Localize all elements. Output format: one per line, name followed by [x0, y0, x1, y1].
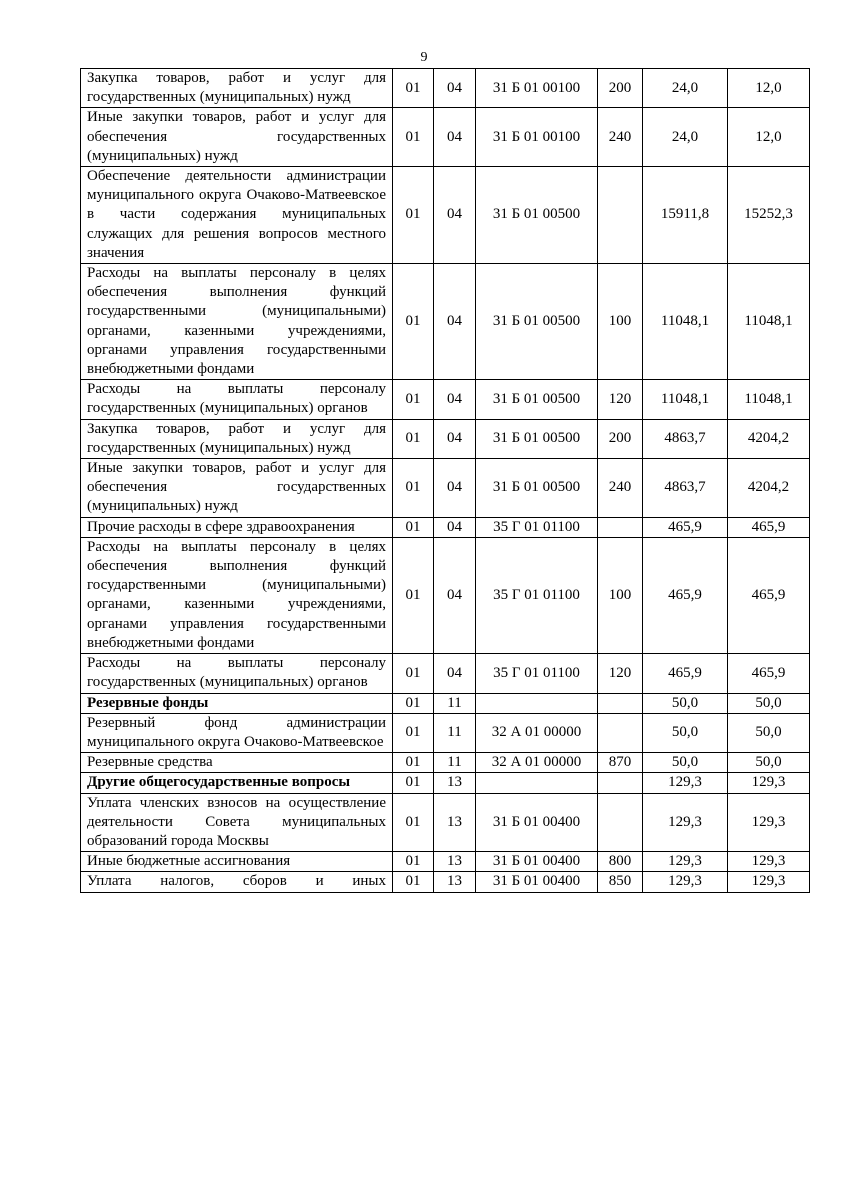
- amount-year-2-cell: 11048,1: [728, 264, 810, 380]
- target-article-cell: 31 Б 01 00400: [476, 852, 598, 872]
- amount-year-2-cell: 50,0: [728, 753, 810, 773]
- target-article-cell: 35 Г 01 01100: [476, 537, 598, 653]
- table-row: [81, 108, 810, 167]
- amount-year-1-cell: 4863,7: [643, 419, 728, 458]
- subsection-code-cell: 13: [434, 852, 476, 872]
- expense-name-cell: Расходы на выплаты персоналу государственных (муниципальных) органов: [81, 380, 393, 419]
- section-code-cell: 01: [393, 517, 434, 537]
- target-article-cell: 31 Б 01 00500: [476, 380, 598, 419]
- table-row: [81, 537, 810, 653]
- amount-year-1-cell: 129,3: [643, 773, 728, 793]
- table-row: [81, 419, 810, 458]
- subsection-code-cell: 13: [434, 773, 476, 793]
- subsection-code-cell: 13: [434, 793, 476, 852]
- expense-name-cell: Резервные средства: [81, 753, 393, 773]
- section-code-cell: 01: [393, 537, 434, 653]
- amount-year-2-cell: 129,3: [728, 773, 810, 793]
- section-code-cell: 01: [393, 264, 434, 380]
- table-row: [81, 713, 810, 752]
- expense-name-cell: Иные закупки товаров, работ и услуг для обеспечения государственных (муниципальных) нужд: [81, 108, 393, 167]
- target-article-cell: 31 Б 01 00500: [476, 419, 598, 458]
- amount-year-1-cell: 465,9: [643, 537, 728, 653]
- expense-type-cell: [598, 713, 643, 752]
- expense-type-cell: 200: [598, 419, 643, 458]
- subsection-code-cell: 11: [434, 713, 476, 752]
- target-article-cell: 31 Б 01 00500: [476, 167, 598, 264]
- amount-year-2-cell: 465,9: [728, 517, 810, 537]
- subsection-code-cell: 13: [434, 872, 476, 892]
- amount-year-1-cell: 129,3: [643, 793, 728, 852]
- subsection-code-cell: 04: [434, 537, 476, 653]
- expense-type-cell: [598, 693, 643, 713]
- amount-year-2-cell: 4204,2: [728, 419, 810, 458]
- section-code-cell: 01: [393, 654, 434, 693]
- target-article-cell: 31 Б 01 00500: [476, 459, 598, 518]
- amount-year-2-cell: 129,3: [728, 852, 810, 872]
- subsection-code-cell: 04: [434, 654, 476, 693]
- table-row: [81, 380, 810, 419]
- expense-type-cell: 120: [598, 380, 643, 419]
- expense-name-cell: Резервный фонд администрации муниципального округа Очаково-Матвеевское: [81, 713, 393, 752]
- expense-name-cell: Резервные фонды: [81, 693, 393, 713]
- table-row: [81, 793, 810, 852]
- table-row: [81, 654, 810, 693]
- expense-name-cell: Иные закупки товаров, работ и услуг для обеспечения государственных (муниципальных) нужд: [81, 459, 393, 518]
- budget-table: [80, 68, 810, 893]
- subsection-code-cell: 04: [434, 264, 476, 380]
- amount-year-2-cell: 50,0: [728, 693, 810, 713]
- expense-type-cell: 120: [598, 654, 643, 693]
- subsection-code-cell: 04: [434, 380, 476, 419]
- expense-name-cell: Уплата членских взносов на осуществление деятельности Совета муниципальных образований города Москвы: [81, 793, 393, 852]
- section-code-cell: 01: [393, 459, 434, 518]
- section-code-cell: 01: [393, 713, 434, 752]
- expense-type-cell: [598, 517, 643, 537]
- expense-type-cell: 100: [598, 537, 643, 653]
- table-row: [81, 693, 810, 713]
- amount-year-1-cell: 24,0: [643, 69, 728, 108]
- amount-year-2-cell: 12,0: [728, 69, 810, 108]
- target-article-cell: 32 А 01 00000: [476, 713, 598, 752]
- amount-year-1-cell: 4863,7: [643, 459, 728, 518]
- section-code-cell: 01: [393, 773, 434, 793]
- target-article-cell: 31 Б 01 00100: [476, 69, 598, 108]
- subsection-code-cell: 04: [434, 517, 476, 537]
- amount-year-1-cell: 465,9: [643, 517, 728, 537]
- section-code-cell: 01: [393, 793, 434, 852]
- amount-year-1-cell: 129,3: [643, 852, 728, 872]
- expense-type-cell: [598, 793, 643, 852]
- expense-name-cell: Расходы на выплаты персоналу в целях обеспечения выполнения функций государственными (муниципальными) органами, казенными учреждениями, органами управления государственными внебюджетными фондами: [81, 264, 393, 380]
- expense-type-cell: [598, 773, 643, 793]
- subsection-code-cell: 04: [434, 419, 476, 458]
- expense-type-cell: 800: [598, 852, 643, 872]
- page-number: 9: [420, 50, 428, 65]
- target-article-cell: [476, 693, 598, 713]
- amount-year-1-cell: 129,3: [643, 872, 728, 892]
- expense-name-cell: Закупка товаров, работ и услуг для государственных (муниципальных) нужд: [81, 419, 393, 458]
- expense-name-cell: Расходы на выплаты персоналу в целях обеспечения выполнения функций государственными (муниципальными) органами, казенными учреждениями, органами управления государственными внебюджетными фондами: [81, 537, 393, 653]
- amount-year-1-cell: 15911,8: [643, 167, 728, 264]
- section-code-cell: 01: [393, 69, 434, 108]
- subsection-code-cell: 04: [434, 69, 476, 108]
- table-row: [81, 773, 810, 793]
- expense-name-cell: Иные бюджетные ассигнования: [81, 852, 393, 872]
- expense-name-cell: Обеспечение деятельности администрации муниципального округа Очаково-Матвеевское в части содержания муниципальных служащих для решения вопросов местного значения: [81, 167, 393, 264]
- target-article-cell: 35 Г 01 01100: [476, 654, 598, 693]
- amount-year-1-cell: 11048,1: [643, 264, 728, 380]
- amount-year-2-cell: 11048,1: [728, 380, 810, 419]
- amount-year-2-cell: 15252,3: [728, 167, 810, 264]
- section-code-cell: 01: [393, 108, 434, 167]
- expense-name-cell: Уплата налогов, сборов и иных: [81, 872, 393, 892]
- amount-year-2-cell: 129,3: [728, 793, 810, 852]
- target-article-cell: 32 А 01 00000: [476, 753, 598, 773]
- table-row: [81, 753, 810, 773]
- section-code-cell: 01: [393, 380, 434, 419]
- section-code-cell: 01: [393, 419, 434, 458]
- amount-year-2-cell: 465,9: [728, 654, 810, 693]
- table-row: [81, 264, 810, 380]
- expense-name-cell: Прочие расходы в сфере здравоохранения: [81, 517, 393, 537]
- expense-type-cell: 240: [598, 459, 643, 518]
- table-row: [81, 872, 810, 892]
- subsection-code-cell: 04: [434, 459, 476, 518]
- target-article-cell: 31 Б 01 00100: [476, 108, 598, 167]
- subsection-code-cell: 11: [434, 753, 476, 773]
- subsection-code-cell: 11: [434, 693, 476, 713]
- amount-year-1-cell: 11048,1: [643, 380, 728, 419]
- expense-name-cell: Расходы на выплаты персоналу государственных (муниципальных) органов: [81, 654, 393, 693]
- amount-year-2-cell: 12,0: [728, 108, 810, 167]
- expense-type-cell: 240: [598, 108, 643, 167]
- table-row: [81, 69, 810, 108]
- amount-year-2-cell: 129,3: [728, 872, 810, 892]
- subsection-code-cell: 04: [434, 108, 476, 167]
- amount-year-2-cell: 50,0: [728, 713, 810, 752]
- target-article-cell: 31 Б 01 00400: [476, 793, 598, 852]
- table-row: [81, 517, 810, 537]
- expense-type-cell: 200: [598, 69, 643, 108]
- amount-year-1-cell: 50,0: [643, 713, 728, 752]
- amount-year-1-cell: 24,0: [643, 108, 728, 167]
- section-code-cell: 01: [393, 753, 434, 773]
- amount-year-1-cell: 465,9: [643, 654, 728, 693]
- amount-year-1-cell: 50,0: [643, 693, 728, 713]
- section-code-cell: 01: [393, 167, 434, 264]
- section-code-cell: 01: [393, 852, 434, 872]
- expense-type-cell: 850: [598, 872, 643, 892]
- section-code-cell: 01: [393, 872, 434, 892]
- target-article-cell: 35 Г 01 01100: [476, 517, 598, 537]
- expense-name-cell: Закупка товаров, работ и услуг для государственных (муниципальных) нужд: [81, 69, 393, 108]
- amount-year-2-cell: 465,9: [728, 537, 810, 653]
- table-row: [81, 852, 810, 872]
- amount-year-2-cell: 4204,2: [728, 459, 810, 518]
- target-article-cell: 31 Б 01 00400: [476, 872, 598, 892]
- expense-type-cell: [598, 167, 643, 264]
- expense-name-cell: Другие общегосударственные вопросы: [81, 773, 393, 793]
- table-row: [81, 167, 810, 264]
- section-code-cell: 01: [393, 693, 434, 713]
- subsection-code-cell: 04: [434, 167, 476, 264]
- expense-type-cell: 100: [598, 264, 643, 380]
- expense-type-cell: 870: [598, 753, 643, 773]
- amount-year-1-cell: 50,0: [643, 753, 728, 773]
- target-article-cell: [476, 773, 598, 793]
- budget-table-body: [81, 69, 810, 893]
- target-article-cell: 31 Б 01 00500: [476, 264, 598, 380]
- table-row: [81, 459, 810, 518]
